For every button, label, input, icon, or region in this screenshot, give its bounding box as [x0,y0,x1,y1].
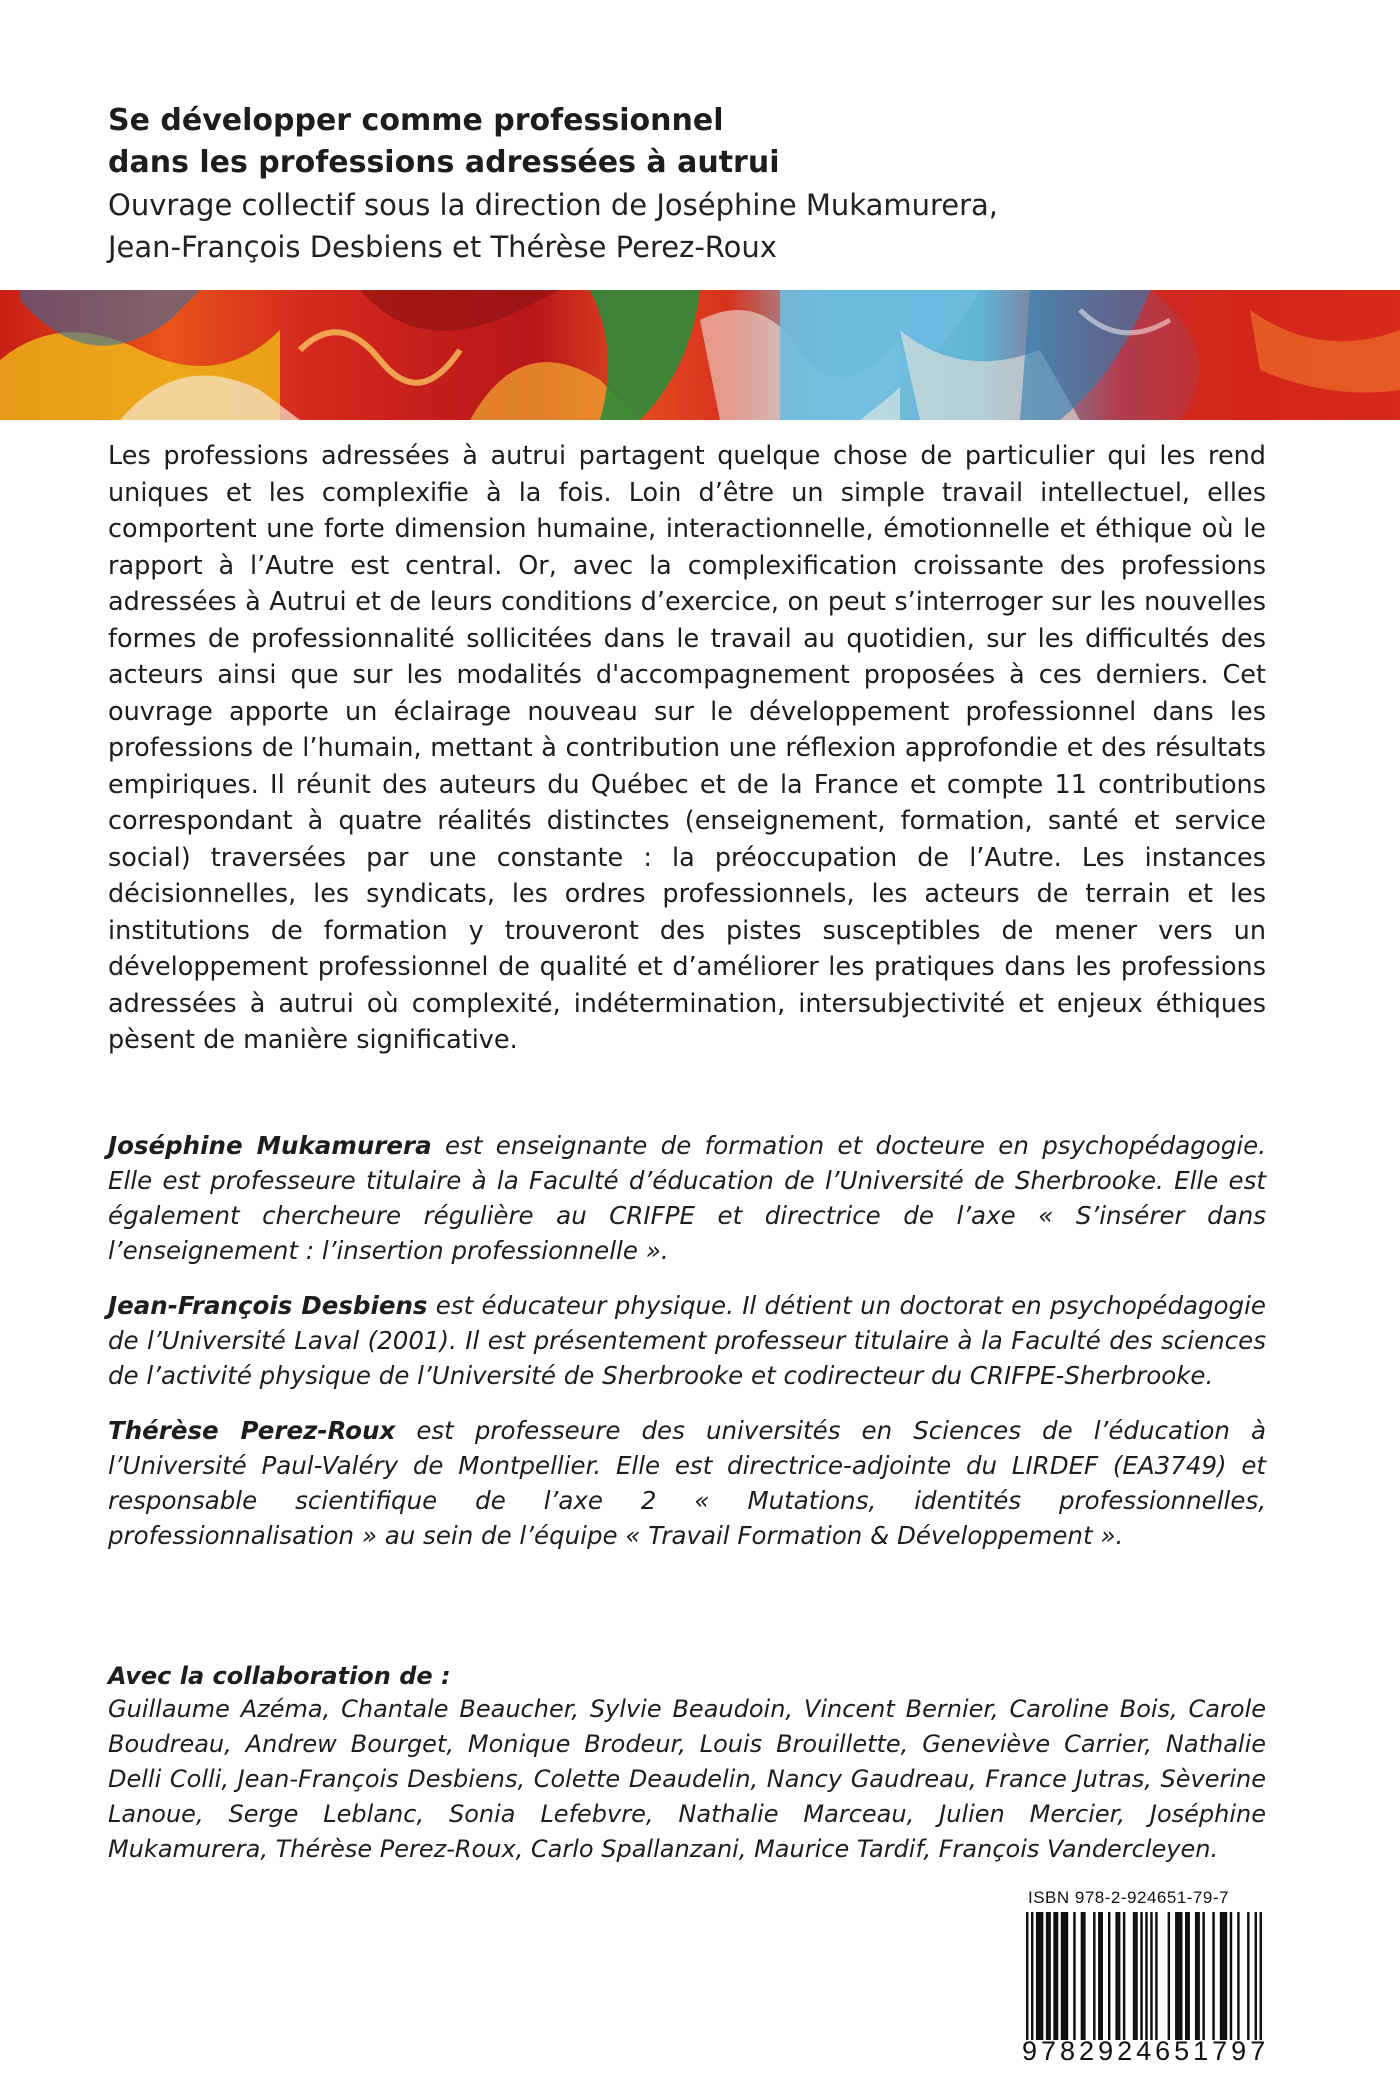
barcode-bar [1026,1912,1028,2040]
barcode-bar [1123,1912,1125,2040]
collaboration-section [108,1660,1266,1867]
book-title-line-1: Se développer comme professionnel [108,103,724,138]
author-name: Joséphine Mukamurera [108,1131,432,1160]
barcode-bar [1140,1912,1142,2040]
barcode-bar [1150,1912,1152,2040]
author-bios [108,1128,1266,1573]
barcode-image [1022,1912,1266,2042]
author-name: Jean-François Desbiens [108,1291,428,1320]
editors-line-2: Jean-François Desbiens et Thérèse Perez-Roux [108,230,777,264]
barcode-bar [1230,1912,1232,2040]
collaborator-names: Guillaume Azéma, Chantale Beaucher, Sylvie Beaudoin, Vincent Bernier, Caroline Bois, Carole Boudreau, Andrew Bourget, Monique Brodeur, Louis Brouillette, Geneviève Carrier, Nathalie Delli Colli, Jean-François Desbiens, Colette Deaudelin, Nancy Gaudreau, France Jutras, Sèverine Lanoue, Serge Leblanc, Sonia Lefebvre, Nathalie Marceau, Julien Mercier, Joséphine Mukamurera, Thérèse Perez-Roux, Carlo Spallanzani, Maurice Tardif, François Vandercleyen. [108,1695,1266,1863]
barcode-bar [1133,1912,1138,2040]
editors-line-1: Ouvrage collectif sous la direction de Joséphine Mukamurera, [108,188,999,222]
author-bio [108,1128,1266,1268]
author-bio-text: est enseignante de formation et docteure en psychopédagogie. Elle est professeure titulaire à la Faculté d’éducation de l’Université de Sherbrooke. Elle est également chercheure régulière au CRIFPE et directrice de l’axe « S’insérer dans l’enseignement : l’insertion professionnelle ». [108,1131,1266,1265]
barcode-bar [1081,1912,1086,2040]
isbn-label: ISBN 978-2-924651-79-7 [1028,1888,1229,1907]
cover-header [108,100,1288,268]
barcode-bar [1212,1912,1214,2040]
barcode-bar [1098,1912,1103,2040]
barcode-bar [1093,1912,1095,2040]
barcode-bar [1031,1912,1033,2040]
barcode-bar [1237,1912,1239,2040]
barcode-bar [1175,1912,1182,2040]
barcode-bar [1073,1912,1075,2040]
collaboration-heading: Avec la collaboration de : [108,1662,451,1690]
barcode-bar [1036,1912,1043,2040]
book-summary: Les professions adressées à autrui partagent quelque chose de particulier qui les rend uniques et les complexifie à la fois. Loin d’être un simple travail intellectuel, elles comportent une forte dimension humaine, interactionnelle, émotionnelle et éthique où le rapport à l’Autre est central. Or, avec la complexification croissante des professions adressées à Autrui et de leurs conditions d’exercice, on peut s’interroger sur les nouvelles formes de professionnalité sollicitées dans le travail au quotidien, sur les difficultés des acteurs ainsi que sur les modalités d'accompagnement proposées à ces derniers. Cet ouvrage apporte un éclairage nouveau sur le développement professionnel dans les professions de l’humain, mettant à contribution une réflexion approfondie et des résultats empiriques. Il réunit des auteurs du Québec et de la France et compte 11 contributions correspondant à quatre réalités distinctes (enseignement, formation, santé et service social) traversées par une constante : la préoccupation de l’Autre. Les instances décisionnelles, les syndicats, les ordres professionnels, les acteurs de terrain et les institutions de formation y trouveront des pistes susceptibles de mener vers un développement professionnel de qualité et d’améliorer les pratiques dans les professions adressées à autrui où complexité, indétermination, intersubjectivité et enjeux éthiques pèsent de manière significative. [108,441,1266,1055]
barcode-bar [1260,1912,1262,2040]
barcode-bar [1195,1912,1200,2040]
barcode-digits: 9782924651797 [1022,2036,1270,2066]
barcode-bar [1115,1912,1120,2040]
book-title-line-2: dans les professions adressées à autrui [108,145,780,180]
barcode-bar [1255,1912,1257,2040]
barcode-bar [1185,1912,1190,2040]
barcode-bar [1108,1912,1110,2040]
barcode-bar [1046,1912,1051,2040]
author-bio [108,1288,1266,1393]
painted-banner-image [0,290,1400,420]
barcode-bar [1061,1912,1068,2040]
barcode-bar [1155,1912,1157,2040]
barcode-bar [1053,1912,1058,2040]
barcode-bar [1247,1912,1249,2040]
author-bio [108,1413,1266,1553]
barcode-bar [1168,1912,1170,2040]
barcode-bar [1220,1912,1227,2040]
isbn-barcode-block [1022,1888,1270,2073]
author-name: Thérèse Perez-Roux [108,1416,396,1445]
author-bio-text: est professeure des universités en Sciences de l’éducation à l’Université Paul-Valéry de Montpellier. Elle est directrice-adjointe du LIRDEF (EA3749) et responsable scientifique de l’axe 2 « Mutations, identités professionnelles, professionnalisation » au sein de l’équipe « Travail Formation & Développement ». [108,1416,1266,1550]
barcode-bar [1202,1912,1204,2040]
author-bio-text: est éducateur physique. Il détient un doctorat en psychopédagogie de l’Université Laval (2001). Il est présentement professeur titulaire à la Faculté des sciences de l’activité physique de l’Université de Sherbrooke et codirecteur du CRIFPE-Sherbrooke. [108,1291,1266,1390]
barcode-bar [1145,1912,1147,2040]
